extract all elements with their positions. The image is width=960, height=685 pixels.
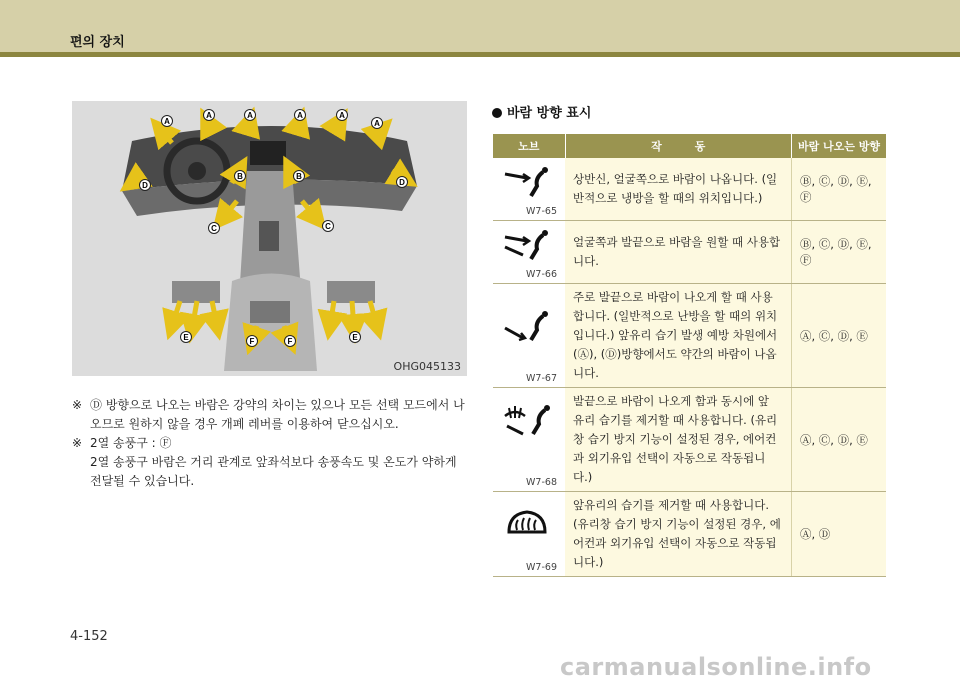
defrost-vent-icon bbox=[501, 498, 553, 548]
table-row bbox=[493, 388, 886, 492]
knob-cell bbox=[493, 158, 565, 221]
knob-code: W7-68 bbox=[526, 477, 557, 488]
svg-text:E: E bbox=[183, 333, 189, 342]
svg-text:F: F bbox=[287, 337, 293, 346]
knob-code: W7-69 bbox=[526, 562, 557, 573]
knob-cell bbox=[493, 388, 565, 492]
center-display bbox=[250, 141, 286, 165]
svg-text:B: B bbox=[296, 172, 302, 181]
bullet-icon bbox=[492, 108, 502, 118]
figure-code: OHG045133 bbox=[393, 360, 461, 373]
knob-cell bbox=[493, 492, 565, 577]
table-row bbox=[493, 221, 886, 284]
operation-cell: 주로 발끝으로 바람이 나오게 할 때 사용합니다. (일반적으로 난방을 할 때의 위치입니다.) 앞유리 습기 발생 예방 차원에서 (Ⓐ), (Ⓓ)방향에서도 약간의 바람이 나옵니다. bbox=[565, 284, 792, 388]
right-floor-vent bbox=[327, 281, 375, 303]
knob-code: W7-67 bbox=[526, 373, 557, 384]
svg-text:A: A bbox=[339, 111, 345, 120]
svg-text:A: A bbox=[374, 119, 380, 128]
header-operation: 작 동 bbox=[565, 134, 792, 158]
svg-text:E: E bbox=[352, 333, 358, 342]
svg-text:A: A bbox=[297, 111, 303, 120]
header-rule bbox=[0, 52, 960, 57]
table-row bbox=[493, 284, 886, 388]
notes bbox=[72, 396, 467, 491]
vent-direction-table bbox=[493, 134, 886, 577]
header-direction: 바람 나오는 방향 bbox=[792, 134, 887, 158]
direction-cell: Ⓐ, Ⓒ, Ⓓ, Ⓔ bbox=[792, 284, 887, 388]
svg-text:A: A bbox=[164, 117, 170, 126]
direction-cell: Ⓐ, Ⓓ bbox=[792, 492, 887, 577]
operation-cell: 얼굴쪽과 발끝으로 바람을 원할 때 사용합니다. bbox=[565, 221, 792, 284]
operation-cell: 앞유리의 습기를 제거할 때 사용합니다. (유리창 습기 방지 기능이 설정된 경우, 에어컨과 외기유입 선택이 자동으로 작동됩니다.) bbox=[565, 492, 792, 577]
svg-text:C: C bbox=[211, 224, 217, 233]
header-title: 편의 장치 bbox=[70, 35, 125, 50]
svg-text:D: D bbox=[399, 178, 405, 187]
direction-cell: Ⓑ, Ⓒ, Ⓓ, Ⓔ, Ⓕ bbox=[792, 221, 887, 284]
direction-cell: Ⓐ, Ⓒ, Ⓓ, Ⓔ bbox=[792, 388, 887, 492]
svg-text:F: F bbox=[249, 337, 255, 346]
note-1 bbox=[72, 396, 467, 434]
left-floor-vent bbox=[172, 281, 220, 303]
direction-cell: Ⓑ, Ⓒ, Ⓓ, Ⓔ, Ⓕ bbox=[792, 158, 887, 221]
note-mark: ※ bbox=[72, 436, 83, 450]
face-vent-icon bbox=[501, 164, 553, 202]
operation-cell: 상반신, 얼굴쪽으로 바람이 나옵니다. (일반적으로 냉방을 할 때의 위치입니다.) bbox=[565, 158, 792, 221]
operation-cell: 발끝으로 바람이 나오게 함과 동시에 앞 유리 습기를 제거할 때 사용합니다. (유리창 습기 방지 기능이 설정된 경우, 에어컨과 외기유입 선택이 자동으로 작동됩니다.) bbox=[565, 388, 792, 492]
dashboard-illustration bbox=[72, 101, 467, 376]
page-number: 4-152 bbox=[70, 629, 108, 644]
knob-cell bbox=[493, 221, 565, 284]
table-row bbox=[493, 492, 886, 577]
svg-text:A: A bbox=[247, 111, 253, 120]
table-header-row bbox=[493, 134, 886, 158]
floor-defrost-vent-icon bbox=[501, 394, 553, 444]
knob-cell bbox=[493, 284, 565, 388]
note-text: Ⓓ 방향으로 나오는 바람은 강약의 차이는 있으나 모든 선택 모드에서 나오므로 원하지 않을 경우 개폐 레버를 이용하여 닫으십시오. bbox=[90, 398, 465, 431]
note-mark: ※ bbox=[72, 398, 83, 412]
note-2 bbox=[72, 434, 467, 453]
knob-code: W7-66 bbox=[526, 269, 557, 280]
header-knob: 노브 bbox=[493, 134, 565, 158]
table-row bbox=[493, 158, 886, 221]
section-title: 바람 방향 표시 bbox=[492, 102, 591, 121]
svg-text:B: B bbox=[237, 172, 243, 181]
svg-text:C: C bbox=[325, 222, 331, 231]
knob-code: W7-65 bbox=[526, 206, 557, 217]
note-text: 2열 송풍구 : Ⓕ bbox=[90, 436, 172, 450]
page-header bbox=[0, 0, 960, 52]
watermark: carmanualsonline.info bbox=[560, 653, 872, 681]
svg-text:D: D bbox=[142, 181, 148, 190]
floor-vent-icon bbox=[501, 290, 553, 350]
note-2-detail: 2열 송풍구 바람은 거리 관계로 앞좌석보다 송풍속도 및 온도가 약하게 전달될 수 있습니다. bbox=[90, 455, 457, 488]
svg-text:A: A bbox=[206, 111, 212, 120]
dashboard-vent-figure bbox=[72, 101, 467, 376]
face-floor-vent-icon bbox=[501, 227, 553, 265]
